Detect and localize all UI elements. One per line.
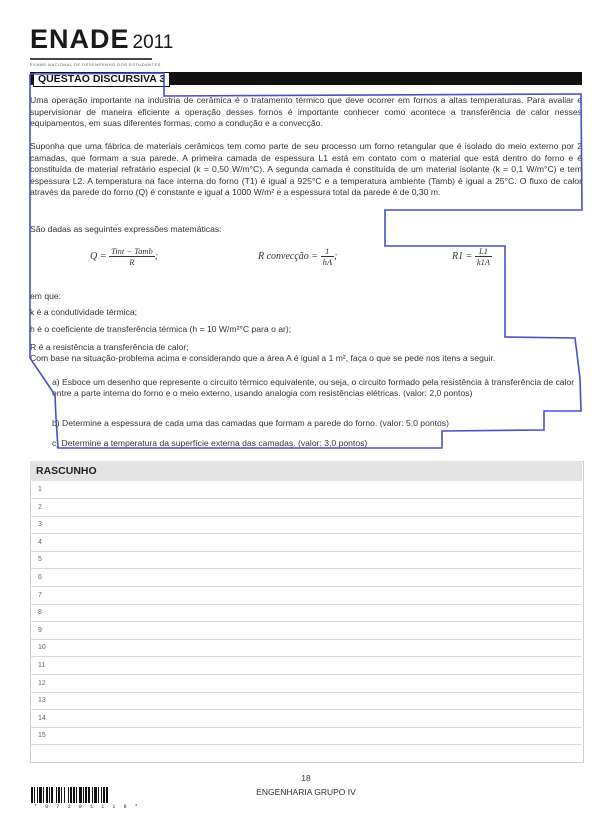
draft-row-number: 2 bbox=[38, 503, 42, 511]
formula-1-end: ; bbox=[154, 251, 159, 262]
draft-row-number: 9 bbox=[38, 626, 42, 634]
question-label: QUESTÃO DISCURSIVA 3 bbox=[33, 72, 170, 87]
scribble-outline bbox=[30, 73, 582, 448]
draft-header bbox=[30, 461, 582, 481]
draft-title: RASCUNHO bbox=[36, 465, 97, 477]
formula-2-numerator: 1 bbox=[321, 246, 334, 257]
draft-row[interactable] bbox=[30, 516, 582, 534]
logo-year: 2011 bbox=[132, 32, 174, 53]
task-context: Com base na situação-problema acima e considerando que a área A é igual a 1 m², faça o que se pede nos itens a seguir. bbox=[30, 353, 496, 363]
formula-1-denominator: R bbox=[129, 257, 135, 267]
draft-row-number: 10 bbox=[38, 644, 46, 652]
formula-3-lhs: R1 = bbox=[452, 251, 473, 262]
draft-row[interactable] bbox=[30, 499, 582, 517]
definition-r: R é a resistência a transferência de calor; bbox=[30, 342, 189, 352]
draft-row[interactable] bbox=[30, 569, 582, 587]
draft-row[interactable] bbox=[30, 639, 582, 657]
draft-row-number: 15 bbox=[38, 732, 46, 740]
draft-row[interactable] bbox=[30, 675, 582, 693]
paragraph-expressions: São dadas as seguintes expressões matemáticas: bbox=[30, 224, 222, 234]
page-number: 18 bbox=[301, 773, 311, 783]
formula-1-numerator: Tint − Tamb bbox=[110, 246, 153, 256]
formula-2-lhs: R convecção = bbox=[258, 251, 319, 262]
draft-row[interactable] bbox=[30, 481, 582, 499]
draft-row-number: 1 bbox=[38, 486, 42, 493]
draft-row-number: 12 bbox=[38, 679, 46, 687]
draft-row[interactable] bbox=[30, 692, 582, 710]
barcode-text: * 0 7 2 0 1 1 1 8 * bbox=[34, 804, 141, 810]
formula-2-end: ; bbox=[334, 251, 338, 262]
draft-row[interactable] bbox=[30, 657, 582, 675]
logo-brand: ENADE bbox=[30, 24, 130, 54]
item-c: c) Determine a temperatura da superfície externa das camadas. (valor: 3,0 pontos) bbox=[52, 438, 368, 448]
definition-k: k é a condutividade térmica; bbox=[30, 307, 138, 317]
paragraph-scenario: Suponha que uma fábrica de materiais cerâmicos tem como parte de seu processo um forno retangular que é isolado do meio externo por 2 camadas, que formam a sua parede. A primeira camada de espessura L1 está em contato com o material que está dentro do forno e é constituída de material refratário especial (k = 0,50 W/m°C). A segunda camada é constituída de um material isolante (k = 0,1 W/m°C) e tem espessura L2. A temperatura na face interna do forno (T1) é igual a 925°C e a temperatura ambiente (Tamb) é igual a 25°C. O fluxo de calor através da parede do forno (Q) é constante e igual a 1000 W/m² e a espessura total da parede é de 0,30 m. bbox=[30, 141, 582, 197]
paragraph-intro: Uma operação importante na indústria de cerâmica é o tratamento térmico que deve ocorrer em fornos a altas temperaturas. Para avaliar e supervisionar de maneira eficiente a operação desses fornos é importante conhecer como acontece a transferência de calor nesses equipamentos, em suas diferentes formas, como a condução e a convecção. bbox=[30, 95, 582, 128]
draft-row-number: 8 bbox=[38, 609, 42, 617]
draft-row-number: 6 bbox=[38, 574, 42, 581]
draft-row-number: 7 bbox=[38, 591, 42, 599]
formula-3-denominator: k1A bbox=[476, 257, 491, 267]
draft-row-number: 5 bbox=[38, 556, 42, 564]
draft-row[interactable] bbox=[30, 710, 582, 728]
item-b: b) Determine a espessura de cada uma das camadas que formam a parede do forno. (valor: 5,0 pontos) bbox=[52, 418, 449, 428]
item-a: a) Esboce um desenho que represente o circuito térmico equivalente, ou seja, o circuito formado pela resistência à transferência de calor entre a parte interna do forno e o meio externo, usando analogia com resistências elétricas. (valor: 2,0 pontos) bbox=[52, 377, 575, 398]
draft-row[interactable] bbox=[30, 551, 582, 569]
formula-2-denominator: hA bbox=[322, 257, 333, 267]
draft-row-number: 3 bbox=[38, 521, 42, 529]
definition-h: h é o coeficiente de transferência térmica (h = 10 W/m²°C para o ar); bbox=[30, 324, 292, 334]
definitions-intro: em que: bbox=[30, 291, 62, 301]
logo-subtitle: EXAME NACIONAL DE DESEMPENHO DOS ESTUDANTES bbox=[30, 62, 161, 67]
course-name: ENGENHARIA GRUPO IV bbox=[256, 787, 356, 797]
formula-3-numerator: L1 bbox=[475, 246, 492, 257]
formula-1-lhs: Q = bbox=[90, 251, 107, 262]
draft-row-number: 11 bbox=[38, 662, 46, 669]
draft-row[interactable] bbox=[30, 622, 582, 640]
draft-row-number: 13 bbox=[38, 697, 46, 705]
barcode bbox=[31, 787, 153, 803]
draft-row[interactable] bbox=[30, 727, 582, 745]
draft-row[interactable] bbox=[30, 604, 582, 622]
draft-row[interactable] bbox=[30, 587, 582, 605]
draft-row[interactable] bbox=[30, 534, 582, 552]
draft-row-number: 4 bbox=[38, 538, 42, 546]
draft-row-number: 14 bbox=[38, 714, 46, 722]
barcode-bar bbox=[108, 787, 109, 803]
